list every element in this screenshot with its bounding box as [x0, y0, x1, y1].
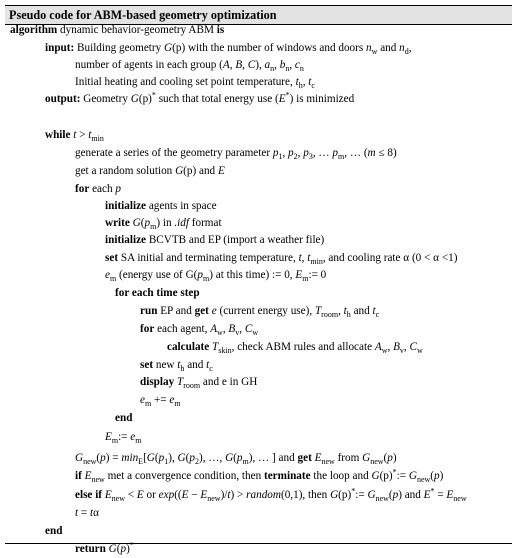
code-line: [167, 339, 423, 356]
code-line: [105, 429, 142, 446]
code-token: p: [144, 217, 151, 229]
code-token: G: [146, 452, 155, 464]
code-token: else if: [75, 489, 103, 501]
code-token: w: [252, 328, 259, 338]
code-token: return: [75, 543, 106, 555]
code-token: m: [144, 399, 152, 409]
code-line: [105, 215, 222, 232]
code-token: t: [343, 305, 347, 317]
code-token: G: [175, 165, 184, 177]
code-token: E: [138, 457, 144, 467]
code-token: E: [314, 452, 322, 464]
code-token: ), … ] and: [248, 452, 298, 464]
code-token: E: [105, 431, 112, 443]
code-token: =: [78, 507, 91, 519]
code-token: new: [153, 359, 178, 371]
code-token: p: [272, 147, 279, 159]
code-token: , and cooling rate α (0 < α <1): [322, 252, 458, 264]
code-token: v: [399, 346, 404, 356]
code-token: m: [202, 274, 210, 284]
code-token: t: [307, 252, 311, 264]
code-line: [140, 321, 258, 338]
code-token: a: [264, 59, 271, 71]
code-token: e: [130, 431, 136, 443]
code-token: G: [330, 489, 339, 501]
code-token: min: [91, 134, 104, 144]
code-line: [105, 232, 324, 249]
code-token: ): [392, 452, 397, 464]
code-token: C: [247, 59, 256, 71]
code-token: get: [297, 452, 312, 464]
code-token: G: [362, 452, 371, 464]
code-token: G: [367, 489, 376, 501]
code-token: m: [174, 399, 181, 409]
code-token: , check ABM rules and allocate: [231, 341, 375, 353]
code-token: ,: [403, 341, 410, 353]
code-token: terminate: [263, 470, 311, 482]
code-token: =: [434, 489, 447, 501]
code-token: (: [116, 543, 121, 555]
code-line: [75, 468, 443, 485]
code-token: G: [75, 452, 84, 464]
code-token: G: [225, 452, 234, 464]
code-token: >: [76, 129, 89, 141]
code-token: ) >: [230, 489, 247, 501]
code-token: v: [235, 328, 240, 338]
code-token: h: [298, 81, 303, 91]
code-token: m: [338, 152, 345, 162]
code-token: set: [140, 359, 154, 371]
code-token: p: [387, 452, 393, 464]
code-token: room: [183, 381, 201, 391]
code-token: ,: [387, 341, 394, 353]
code-line: [75, 487, 467, 504]
code-token: , … (: [344, 147, 368, 159]
code-token: w: [217, 328, 223, 338]
code-token: and: [377, 42, 400, 54]
code-token: n: [366, 42, 372, 54]
code-token: end: [115, 412, 133, 424]
code-token: E: [200, 489, 208, 501]
code-token: :=: [355, 489, 368, 501]
code-line: [140, 374, 257, 391]
code-token: −: [188, 489, 201, 501]
code-token: (current energy use),: [216, 305, 315, 317]
code-token: A: [210, 323, 218, 335]
code-token: t: [308, 76, 312, 88]
code-token: p: [434, 470, 440, 482]
code-token: A: [222, 59, 230, 71]
code-token: c: [311, 81, 315, 91]
code-token: G: [164, 42, 173, 54]
code-line: [45, 127, 104, 144]
code-token: ((: [174, 489, 182, 501]
code-token: random: [246, 489, 281, 501]
code-token: such that total energy use (: [155, 93, 279, 105]
code-token: m: [150, 222, 157, 232]
code-token: )/: [220, 489, 228, 501]
code-token: min: [121, 452, 139, 464]
code-token: ),: [255, 59, 265, 71]
code-token: is: [216, 24, 225, 36]
code-token: w: [416, 346, 423, 356]
code-token: C: [244, 323, 253, 335]
code-line: [140, 357, 213, 374]
code-token: t: [372, 305, 376, 317]
code-token: (p) and: [183, 165, 218, 177]
code-token: output:: [45, 93, 81, 105]
code-line: [115, 410, 132, 427]
code-token: *: [129, 540, 134, 550]
code-token: A: [374, 341, 382, 353]
code-token: B: [235, 59, 243, 71]
code-token: get: [194, 305, 209, 317]
code-token: get a random solution: [75, 165, 176, 177]
code-token: ,: [239, 323, 245, 335]
code-token: (: [140, 217, 145, 229]
code-token: SA initial and terminating temperature,: [118, 252, 299, 264]
code-token: (p) with the number of windows and doors: [172, 42, 367, 54]
code-token: p: [197, 269, 203, 281]
code-token: n: [299, 64, 304, 74]
code-token: ) in: [156, 217, 175, 229]
code-token: t: [295, 76, 299, 88]
code-token: (: [185, 452, 190, 464]
code-token: the loop and: [310, 470, 372, 482]
code-token: run: [140, 305, 158, 317]
code-token: +=: [151, 394, 170, 406]
code-token: generate a series of the geometry parameter: [75, 147, 273, 159]
code-token: new: [207, 494, 221, 504]
code-token: m: [135, 436, 142, 446]
code-token: number of agents in each group (: [75, 59, 223, 71]
code-token: each agent,: [154, 323, 211, 335]
code-token: :=: [118, 431, 131, 443]
code-token: G: [108, 543, 117, 555]
code-token: skin: [218, 346, 232, 356]
code-line: [105, 198, 217, 215]
code-token: *: [392, 467, 397, 477]
code-token: E: [84, 470, 92, 482]
code-token: set: [105, 252, 119, 264]
code-token: E: [446, 489, 454, 501]
code-token: t: [90, 507, 94, 519]
code-token: p: [100, 452, 106, 464]
code-token: end: [45, 525, 63, 537]
code-token: ),: [168, 452, 178, 464]
code-token: B: [228, 323, 236, 335]
code-token: ) =: [105, 452, 122, 464]
code-token: agents in space: [146, 200, 217, 212]
code-token: (energy use of G(: [116, 269, 198, 281]
code-token: (p): [338, 489, 352, 501]
code-token: p: [332, 147, 338, 159]
code-token: initialize: [105, 200, 147, 212]
code-token: , …: [312, 147, 333, 159]
code-token: w: [381, 346, 388, 356]
code-token: E: [104, 489, 112, 501]
code-line: [105, 250, 457, 267]
code-token: input:: [45, 42, 75, 54]
code-token: t: [298, 252, 302, 264]
code-token: e: [105, 269, 110, 281]
code-token: or: [143, 489, 159, 501]
code-token: 2: [293, 152, 298, 162]
code-token: (0,1), then: [280, 489, 331, 501]
code-token: n: [285, 64, 290, 74]
code-token: ,: [229, 59, 236, 71]
code-token: initialize: [105, 234, 147, 246]
code-line: [75, 74, 315, 91]
code-line: [105, 267, 326, 284]
code-token: min: [310, 257, 323, 267]
code-token: p: [303, 147, 309, 159]
code-token: ≤ 8): [375, 147, 397, 159]
code-token: G: [408, 470, 417, 482]
code-token: G: [132, 217, 141, 229]
code-token: t: [177, 359, 181, 371]
code-token: Initial heating and cooling set point temperature,: [75, 76, 296, 88]
code-token: p: [236, 452, 243, 464]
code-token: ,: [282, 147, 289, 159]
code-token: and: [350, 305, 373, 317]
code-token: write: [105, 217, 130, 229]
code-token: e: [169, 394, 175, 406]
code-line: [10, 22, 224, 39]
code-token: while: [45, 129, 71, 141]
code-token: for: [140, 323, 155, 335]
code-token: (: [154, 452, 159, 464]
code-token: E: [295, 269, 303, 281]
code-token: E: [423, 489, 431, 501]
code-token: (: [96, 452, 101, 464]
code-token: met a convergence condition, then: [104, 470, 264, 482]
code-token: m: [302, 274, 309, 284]
code-token: new: [375, 494, 389, 504]
code-line: [75, 163, 225, 180]
code-token: w: [371, 47, 378, 57]
code-token: *: [151, 90, 156, 100]
code-token: and: [184, 359, 207, 371]
code-token: t: [73, 129, 77, 141]
code-token: ,: [408, 42, 412, 54]
code-token: := 0: [308, 269, 327, 281]
code-token: EP and: [157, 305, 195, 317]
code-token: dynamic behavior-geometry ABM: [57, 24, 217, 36]
code-token: ,: [222, 323, 229, 335]
code-token: ): [439, 470, 444, 482]
code-token: T: [212, 341, 219, 353]
code-token: c: [375, 310, 380, 320]
code-token: E: [217, 165, 225, 177]
code-token: p: [158, 452, 165, 464]
code-token: n: [270, 64, 275, 74]
code-token: 2: [194, 457, 199, 467]
code-token: e: [140, 394, 145, 406]
code-line: [115, 285, 200, 302]
code-token: p: [392, 489, 399, 501]
code-token: ) and: [398, 489, 424, 501]
code-token: 3: [308, 152, 313, 162]
code-token: display: [140, 376, 175, 388]
code-token: ), …,: [198, 452, 226, 464]
code-token: for each time step: [115, 287, 200, 299]
code-token: ,: [289, 59, 295, 71]
code-token: Geometry: [80, 93, 131, 105]
code-token: ,: [274, 59, 280, 71]
code-line: [140, 392, 181, 409]
code-token: t: [206, 359, 210, 371]
code-token: p: [189, 452, 195, 464]
code-token: ,: [302, 76, 309, 88]
code-token: if: [75, 470, 82, 482]
code-token: m: [109, 274, 117, 284]
code-token: :=: [396, 470, 409, 482]
pseudocode-title: Pseudo code for ABM-based geometry optimization: [9, 8, 277, 22]
code-token: t: [227, 489, 231, 501]
code-token: E: [278, 93, 286, 105]
code-token: t: [75, 507, 79, 519]
code-token: m: [367, 147, 376, 159]
code-token: from: [334, 452, 363, 464]
code-token: *: [430, 486, 435, 496]
code-token: for: [75, 183, 90, 195]
code-token: <: [125, 489, 137, 501]
code-token: .idf: [174, 217, 189, 229]
code-line: [45, 91, 354, 108]
code-token: 1: [278, 152, 283, 162]
code-token: e: [211, 305, 217, 317]
code-token: (p): [379, 470, 393, 482]
code-token: (: [383, 452, 388, 464]
code-token: (: [430, 470, 434, 482]
code-token: format: [188, 217, 222, 229]
code-token: ) at this time) := 0,: [209, 269, 296, 281]
code-token: ) is minimized: [289, 93, 355, 105]
code-line: [75, 505, 99, 522]
code-token: m: [242, 457, 249, 467]
code-token: G: [130, 93, 139, 105]
code-token: h: [346, 310, 351, 320]
code-token: (: [233, 452, 237, 464]
code-token: calculate: [167, 341, 210, 353]
code-token: BCVTB and EP (import a weather file): [146, 234, 325, 246]
code-token: d: [404, 47, 409, 57]
code-token: new: [111, 494, 125, 504]
code-token: p: [288, 147, 294, 159]
code-token: G: [371, 470, 380, 482]
code-token: Building geometry: [74, 42, 165, 54]
code-line: [75, 181, 121, 198]
code-token: C: [409, 341, 417, 353]
code-line: [45, 40, 412, 57]
code-token: *: [285, 90, 290, 100]
code-token: t: [88, 129, 92, 141]
code-line: [75, 450, 397, 467]
code-token: new: [453, 494, 467, 504]
code-line: [75, 57, 304, 74]
pseudocode-box: [5, 5, 512, 555]
code-token: new: [83, 457, 97, 467]
code-token: B: [393, 341, 400, 353]
code-token: T: [177, 376, 184, 388]
code-token: G: [177, 452, 186, 464]
code-token: n: [399, 42, 405, 54]
code-token: ,: [242, 59, 248, 71]
code-token: [: [143, 452, 147, 464]
code-token: E: [181, 489, 189, 501]
code-token: p: [120, 543, 127, 555]
code-token: new: [416, 475, 431, 485]
code-token: exp: [158, 489, 175, 501]
code-token: E: [136, 489, 144, 501]
code-token: 1: [164, 457, 169, 467]
code-token: ): [126, 543, 130, 555]
code-token: m: [111, 436, 119, 446]
code-token: new: [91, 475, 105, 485]
code-token: (: [388, 489, 393, 501]
code-token: and e in GH: [200, 376, 258, 388]
code-line: [140, 303, 379, 320]
code-token: room: [321, 310, 339, 320]
code-token: (p): [138, 93, 152, 105]
code-token: c: [294, 59, 300, 71]
code-token: b: [279, 59, 286, 71]
code-token: T: [314, 305, 322, 317]
code-token: h: [180, 364, 185, 374]
code-token: algorithm: [10, 24, 58, 36]
code-token: c: [209, 364, 213, 374]
code-token: *: [351, 486, 356, 496]
code-token: ,: [301, 252, 308, 264]
code-token: new: [370, 457, 384, 467]
code-token: ,: [338, 305, 344, 317]
code-token: α: [93, 507, 99, 519]
code-token: ,: [297, 147, 304, 159]
code-line: [45, 523, 62, 540]
code-token: new: [321, 457, 335, 467]
code-token: p: [115, 183, 121, 195]
code-token: each: [89, 183, 116, 195]
code-line: [75, 145, 397, 162]
